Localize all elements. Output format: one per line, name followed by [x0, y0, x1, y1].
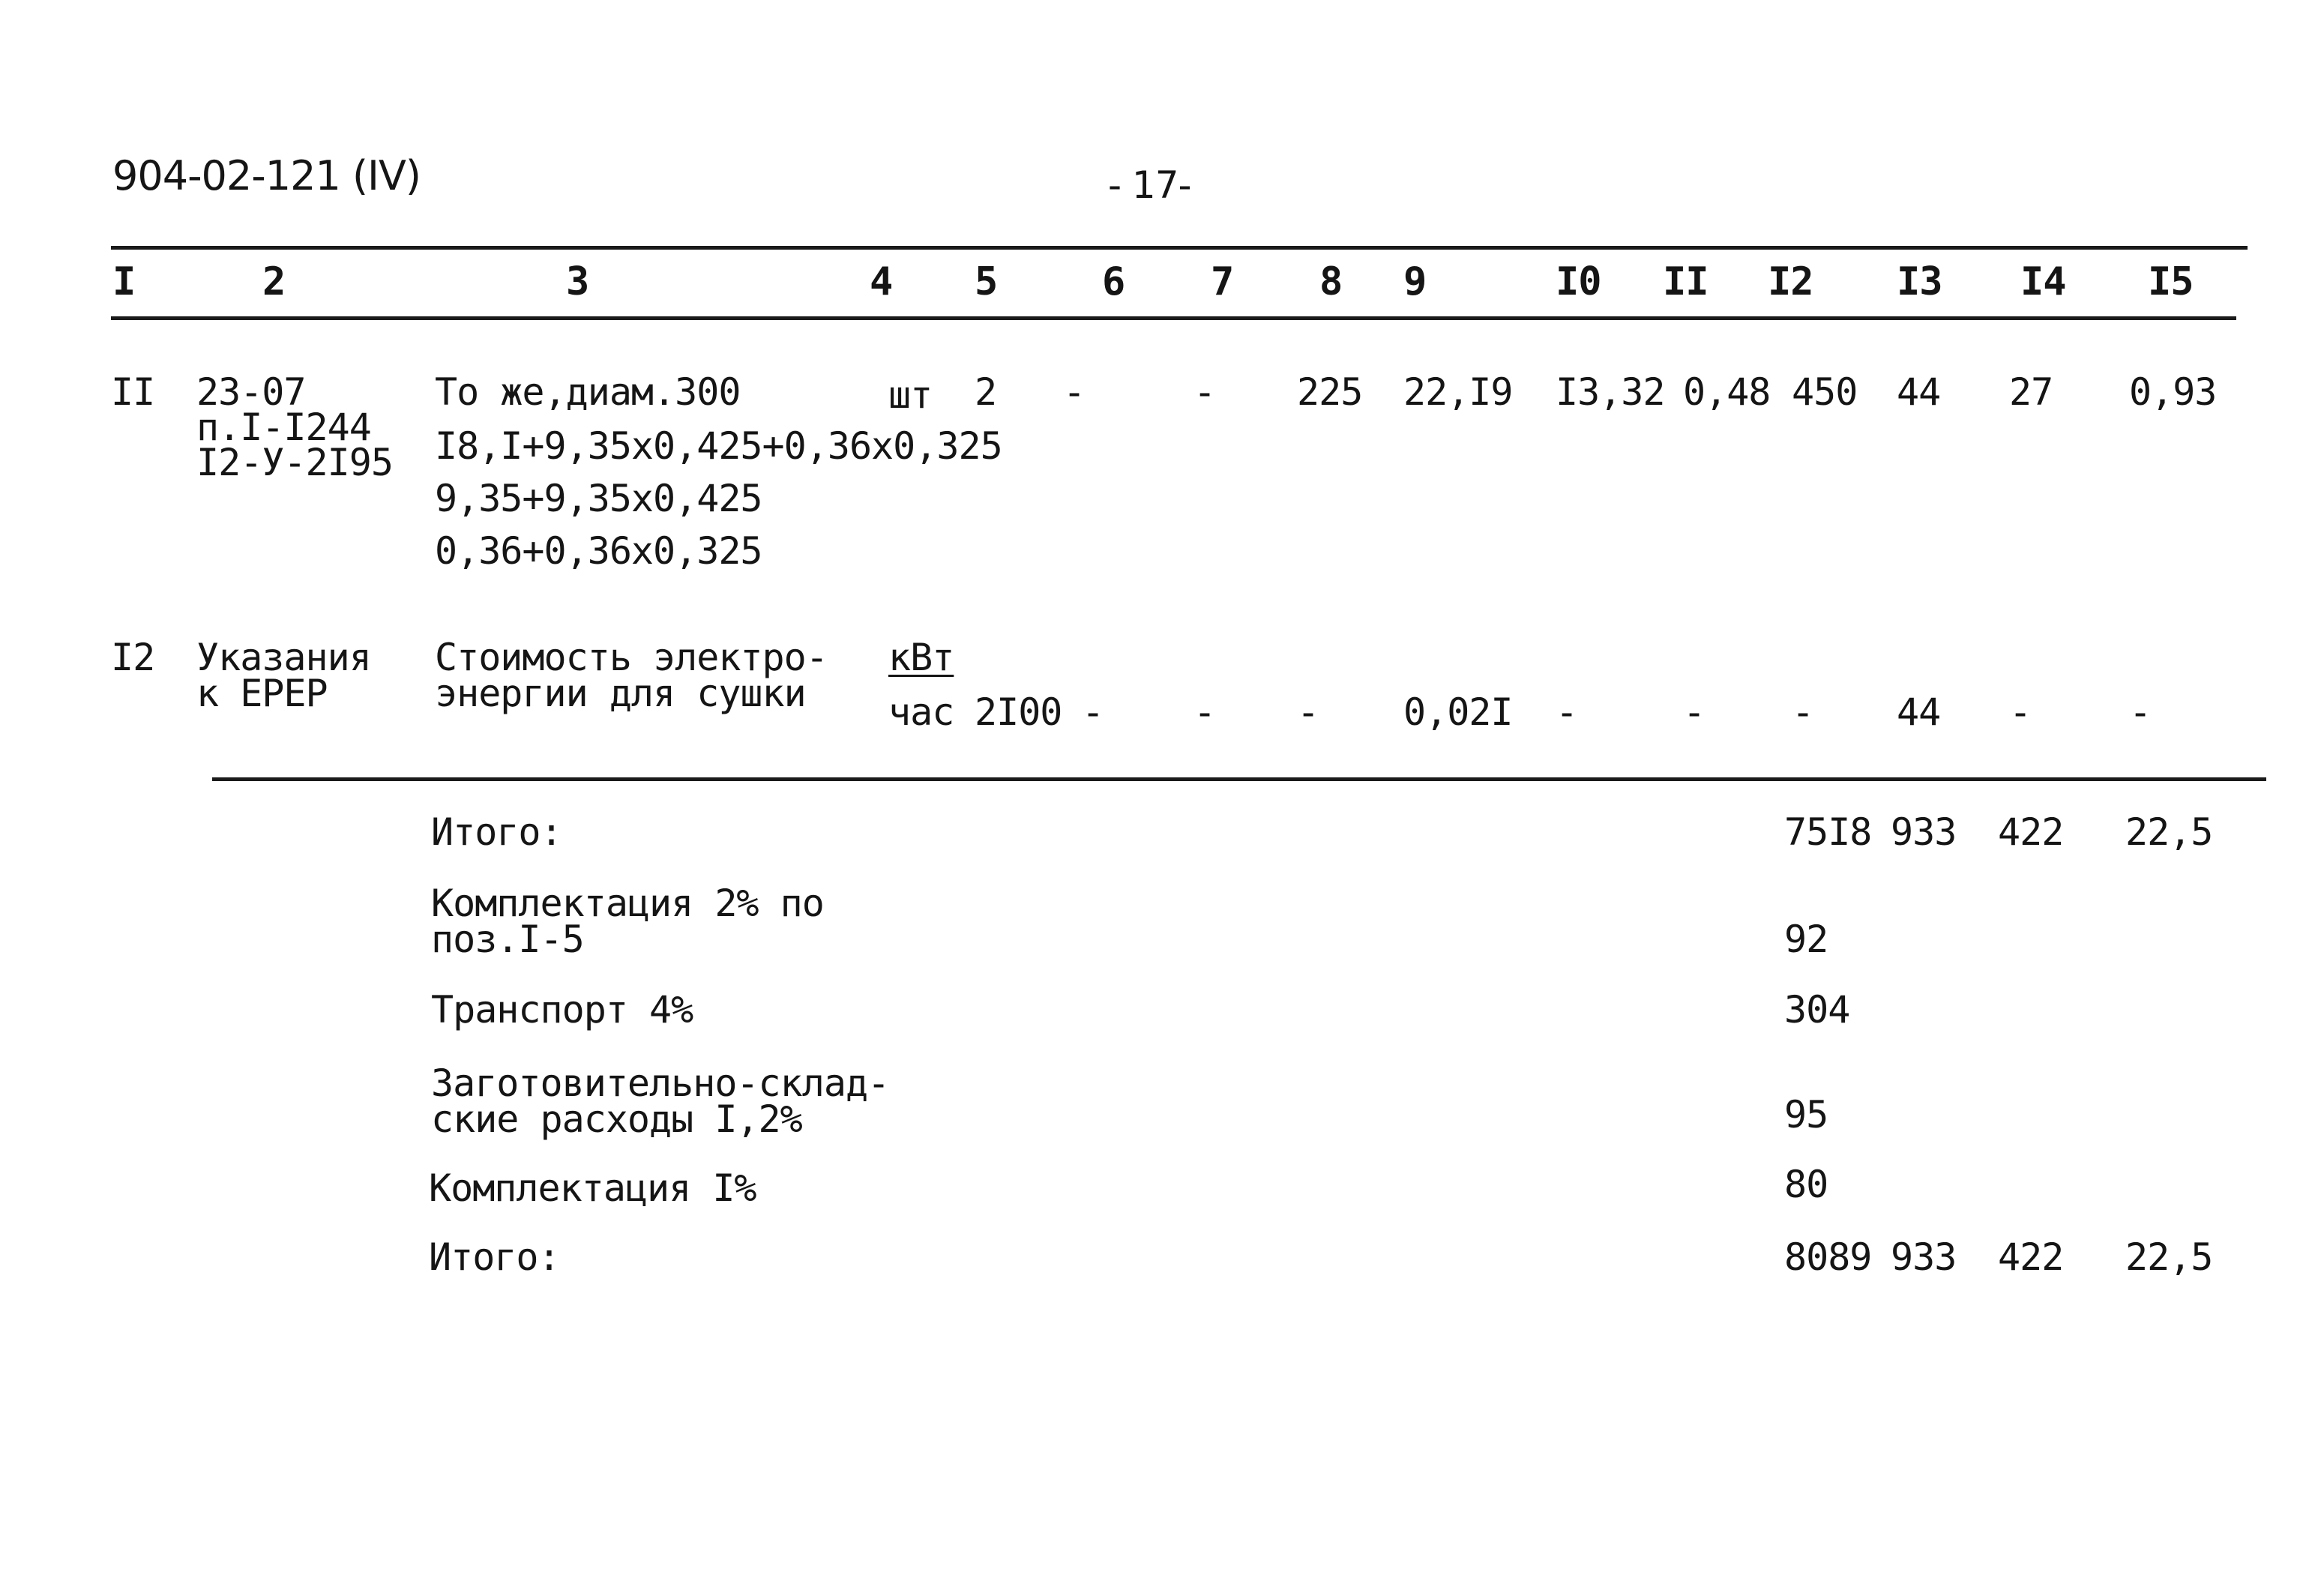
column-header: I5: [2148, 259, 2194, 304]
row-unit-bottom: час: [888, 690, 954, 734]
row-col-8: -: [1297, 690, 1319, 734]
column-header: 4: [870, 259, 893, 304]
row-col-7: -: [1193, 370, 1216, 414]
total-col-14: 422: [1998, 1235, 2064, 1279]
total-label: Заготовительно-склад-: [431, 1062, 890, 1105]
row-col-11: -: [1683, 690, 1706, 734]
row-col-13: 44: [1897, 690, 1941, 734]
totals-rule: [212, 777, 2266, 781]
column-header: 2: [262, 259, 286, 304]
row-col-9: 0,02I: [1403, 690, 1513, 734]
row-number: II: [111, 370, 155, 414]
row-col-13: 44: [1897, 370, 1941, 414]
total-col-12: 92: [1784, 918, 1828, 961]
row-description-line: энергии для сушки: [435, 672, 806, 715]
row-unit: шт: [888, 373, 933, 417]
column-header: 5: [975, 259, 998, 304]
total-label: Комплектация I%: [429, 1166, 756, 1210]
row-code-line: I2-У-2I95: [196, 441, 393, 484]
row-col-12: 450: [1792, 370, 1858, 414]
row-description-line: 0,36+0,36x0,325: [435, 529, 762, 573]
total-col-12: 304: [1784, 988, 1850, 1032]
top-rule: [111, 246, 2248, 250]
total-col-15: 22,5: [2125, 810, 2213, 854]
total-label: Комплектация 2% по: [431, 882, 824, 925]
row-description-line: I8,I+9,35x0,425+0,36x0,325: [435, 424, 1002, 468]
row-col-11: 0,48: [1683, 370, 1771, 414]
column-header: I: [112, 259, 136, 304]
column-header: 9: [1403, 259, 1427, 304]
row-col-5: 2: [975, 370, 997, 414]
total-label: Транспорт 4%: [431, 988, 693, 1032]
total-col-12: 8089: [1784, 1235, 1872, 1279]
row-code-line: Указания: [196, 636, 371, 679]
total-label: Итого:: [431, 810, 562, 854]
total-col-13: 933: [1891, 810, 1957, 854]
row-col-12: -: [1792, 690, 1814, 734]
header-rule: [111, 316, 2236, 320]
row-col-15: 0,93: [2129, 370, 2217, 414]
row-unit-top: кВт: [888, 636, 954, 679]
row-col-9: 22,I9: [1403, 370, 1513, 414]
row-col-5: 2I00: [975, 690, 1062, 734]
row-col-15: -: [2129, 690, 2152, 734]
column-header: I0: [1556, 259, 1601, 304]
row-number: I2: [111, 636, 155, 679]
total-label: ские расходы I,2%: [431, 1097, 802, 1141]
total-col-12: 95: [1784, 1093, 1828, 1136]
row-col-6: -: [1063, 370, 1086, 414]
row-col-14: -: [2009, 690, 2032, 734]
row-description-line: 9,35+9,35x0,425: [435, 477, 762, 520]
row-col-14: 27: [2009, 370, 2053, 414]
page-number: - 17-: [1108, 163, 1191, 207]
document-code: 904-02-121 (IV): [112, 152, 421, 199]
column-header: 3: [566, 259, 589, 304]
column-header: II: [1663, 259, 1709, 304]
total-col-15: 22,5: [2125, 1235, 2213, 1279]
column-header: I3: [1897, 259, 1942, 304]
total-col-12: 80: [1784, 1163, 1828, 1206]
row-col-10: I3,32: [1556, 370, 1665, 414]
row-description-line: Стоимость электро-: [435, 636, 828, 679]
row-col-7: -: [1193, 690, 1216, 734]
column-header: I4: [2020, 259, 2066, 304]
total-col-14: 422: [1998, 810, 2064, 854]
row-col-6: -: [1082, 690, 1104, 734]
column-header: 8: [1319, 259, 1343, 304]
total-label: Итого:: [429, 1235, 560, 1279]
row-col-10: -: [1556, 690, 1578, 734]
row-col-8: 225: [1297, 370, 1363, 414]
row-code-line: к ЕРЕР: [196, 672, 328, 715]
column-header: 6: [1102, 259, 1125, 304]
column-header: 7: [1211, 259, 1234, 304]
total-col-12: 75I8: [1784, 810, 1872, 854]
column-header: I2: [1768, 259, 1813, 304]
total-label: поз.I-5: [431, 918, 584, 961]
total-col-13: 933: [1891, 1235, 1957, 1279]
row-code-line: 23-07: [196, 370, 306, 414]
row-code-line: п.I-I244: [196, 406, 371, 449]
row-description-line: То же,диам.300: [435, 370, 741, 414]
